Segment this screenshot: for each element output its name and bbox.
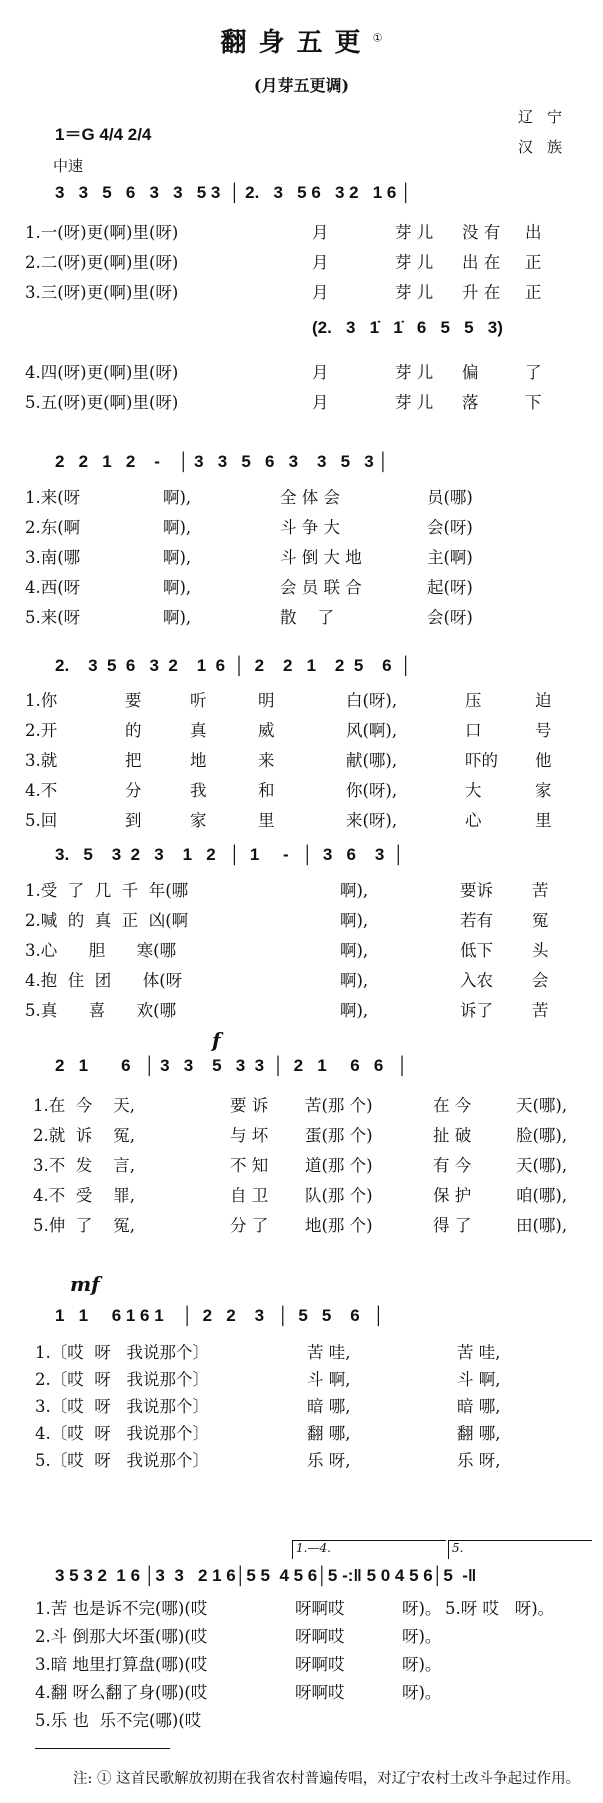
lyric-row [25,513,473,543]
lyric-row [33,1121,567,1151]
notation-line: 2. 3 5 6 3 2 1 6 │ 2 2 1 2 5 6 │ [55,656,412,675]
lyric-segment: 3.暗 地里打算盘(哪)(哎 [35,1655,208,1674]
lyric-segment: 来(呀), [346,811,398,830]
lyric-segment: 队(那 个) [305,1186,373,1205]
lyric-segment: 起(呀) [427,578,473,597]
lyric-segment: 有 今 [433,1156,472,1175]
lyric-row [33,1151,567,1181]
lyric-row [35,1706,445,1736]
lyric-segment: 1.受 了 几 千 年(哪 [25,881,189,900]
lyric-row [25,573,473,603]
notation-line: 3 5 3 2 1 6 │3 3 2 1 6│5 5 4 5 6│5 -:‖ 5 0 4 5 6│5 -‖ [55,1566,477,1585]
lyric-segment: 道(那 个) [305,1156,373,1175]
lyric-segment: 扯 破 [433,1126,472,1145]
lyric-segment: 3.就 [25,751,58,770]
lyric-segment: 听 [190,691,207,710]
lyric-segment: 5.回 [25,811,58,830]
lyric-row [35,1678,445,1708]
lyric-segment: 3.南(哪 [25,548,81,567]
lyric-segment: 苦 哇, [307,1343,351,1362]
song-title: 翻身五更① [220,28,383,58]
lyric-segment: 啊), [163,578,192,597]
lyric-segment: 5.五(呀)更(啊)里(呀) [25,393,179,412]
lyric-segment: 呀啊哎 [295,1599,345,1618]
lyric-row [25,906,549,936]
lyric-segment: 5.来(呀 [25,608,81,627]
lyric-segment: 呀啊哎 [295,1683,345,1702]
lyric-segment: 啊), [163,608,192,627]
lyric-segment: 4.四(呀)更(啊)里(呀) [25,363,179,382]
lyric-segment: 号 [535,721,552,740]
lyric-segment: 明 [258,691,275,710]
lyric-segment: 芽 儿 [395,393,434,412]
lyric-segment: 来 [258,751,275,770]
lyric-segment: 啊), [163,518,192,537]
notation-line: 2 1 6 │ 3 3 5 3 3 │ 2 1 6 6 │ [55,1056,409,1075]
lyric-row [25,746,552,776]
lyric-segment: 田(哪), [516,1216,568,1235]
notation-line: 3. 5 3 2 3 1 2 │ 1 - │ 3 6 3 │ [55,845,405,864]
lyric-row [33,1181,567,1211]
lyric-segment: 在 今 [433,1096,472,1115]
lyric-row [25,218,542,248]
lyric-segment: 4.不 [25,781,58,800]
lyric-segment: 苦(那 个) [305,1096,373,1115]
lyric-segment: 家 [190,811,207,830]
notation-line: 1 1 6 1 6 1 │ 2 2 3 │ 5 5 6 │ [55,1306,385,1325]
lyric-segment: 翻 哪, [457,1424,501,1443]
lyric-segment: 乐 呀, [307,1451,351,1470]
lyric-segment: 4.抱 住 团 体(呀 [25,971,183,990]
key-signature: 1＝G 4/4 2/4 [55,125,152,144]
lyric-segment: 口 [465,721,482,740]
lyric-segment: 啊), [163,548,192,567]
lyric-segment: 落 [462,393,479,412]
lyric-row [25,936,549,966]
lyric-segment: 正 [525,283,542,302]
lyric-segment: 暗 哪, [307,1397,351,1416]
lyric-segment: 5.呀 哎 呀)。 [445,1599,555,1618]
lyric-segment: 会 员 联 合 [280,578,362,597]
lyric-segment: 正 [525,253,542,272]
lyric-segment: 月 [312,253,329,272]
notation-line: 3 3 5 6 3 3 5 3 │ 2. 3 5 6 3 2 1 6 │ [55,183,412,202]
lyric-row [25,483,473,513]
lyric-segment: 3.心 胆 寒(哪 [25,941,177,960]
lyric-row [35,1392,501,1422]
lyric-segment: 迫 [535,691,552,710]
lyric-row [25,996,549,1026]
song-subtitle: (月芽五更调) [253,76,350,95]
lyric-segment: 斗 啊, [307,1370,351,1389]
lyric-segment: 偏 [462,363,479,382]
lyric-segment: 暗 哪, [457,1397,501,1416]
lyric-segment: 呀)。 [402,1683,442,1702]
lyric-row [25,876,549,906]
lyric-segment: 和 [258,781,275,800]
footnote-divider [35,1748,170,1749]
lyric-segment: 低下 [460,941,493,960]
lyric-segment: 我 [190,781,207,800]
lyric-segment: 月 [312,223,329,242]
lyric-segment: 心 [465,811,482,830]
lyric-segment: 月 [312,393,329,412]
lyric-segment: 咱(哪), [516,1186,568,1205]
lyric-segment: 月 [312,283,329,302]
lyric-segment: 的 [125,721,142,740]
lyric-segment: 1.来(呀 [25,488,81,507]
ethnicity-label: 汉族 [518,138,577,156]
lyric-segment: 1.你 [25,691,58,710]
lyric-segment: 2.东(啊 [25,518,81,537]
lyric-segment: 苦 [532,881,549,900]
lyric-segment: 蛋(那 个) [305,1126,373,1145]
lyric-row [35,1338,501,1368]
lyric-segment: 5.真 喜 欢(哪 [25,1001,177,1020]
lyric-segment: 分 了 [230,1216,269,1235]
lyric-segment: 家 [535,781,552,800]
lyric-row [25,686,552,716]
lyric-segment: 呀)。 [402,1627,442,1646]
lyric-segment [402,1706,445,1736]
lyric-segment: 2.开 [25,721,58,740]
lyric-segment: 啊), [340,941,369,960]
lyric-segment: 出 [525,223,542,242]
lyric-segment: 4.〔哎 呀 我说那个〕 [35,1424,209,1443]
lyric-segment: 苦 哇, [457,1343,501,1362]
volta-bracket-2: 5. [448,1540,592,1559]
lyric-segment: 散 了 [280,608,334,627]
lyric-segment: 1.〔哎 呀 我说那个〕 [35,1343,209,1362]
lyric-segment: 压 [465,691,482,710]
lyric-segment: 1.苦 也是诉不完(哪)(哎 [35,1599,208,1618]
lyric-segment: 风(啊), [346,721,398,740]
lyric-segment: 5.伸 了 冤, [33,1216,135,1235]
lyric-segment: 呀啊哎 [295,1627,345,1646]
tempo-marking: 中速 [53,157,84,175]
lyric-row [25,543,473,573]
lyric-row [25,806,552,836]
lyric-segment: 翻 哪, [307,1424,351,1443]
lyric-row [25,716,552,746]
lyric-segment: 白(呀), [346,691,398,710]
lyric-segment: 芽 儿 [395,223,434,242]
notation-line: 2 2 1 2 - │ 3 3 5 6 3 3 5 3 │ [55,452,390,471]
lyric-segment: 会 [532,971,549,990]
lyric-segment: 里 [535,811,552,830]
lyric-row [25,603,473,633]
lyric-segment: 5.〔哎 呀 我说那个〕 [35,1451,209,1470]
lyric-row [33,1211,567,1241]
lyric-segment [295,1706,402,1736]
lyric-segment: 把 [125,751,142,770]
lyric-segment: 苦 [532,1001,549,1020]
lyric-row [35,1365,501,1395]
lyric-segment: 芽 儿 [395,283,434,302]
lyric-segment: 啊), [340,1001,369,1020]
lyric-segment: 斗 争 大 [280,518,340,537]
lyric-segment: 分 [125,781,142,800]
lyric-row [25,278,542,308]
lyric-segment: 要 [125,691,142,710]
lyric-segment: 4.西(呀 [25,578,81,597]
lyric-segment: 他 [535,751,552,770]
lyric-segment: 脸(哪), [516,1126,568,1145]
lyric-segment: 4.翻 呀么翻了身(哪)(哎 [35,1683,208,1702]
lyric-segment: 3.〔哎 呀 我说那个〕 [35,1397,209,1416]
lyric-segment: 威 [258,721,275,740]
lyric-segment: 2.二(呀)更(啊)里(呀) [25,253,179,272]
lyric-segment: 主(啊) [427,548,473,567]
region-label: 辽宁 [518,108,577,126]
lyric-row [25,966,549,996]
lyric-segment: 不 知 [230,1156,269,1175]
lyric-segment: 诉了 [460,1001,493,1020]
lyric-segment: 2.斗 倒那大坏蛋(哪)(哎 [35,1627,208,1646]
lyric-segment: 里 [258,811,275,830]
lyric-segment: 自 卫 [230,1186,269,1205]
lyric-row [35,1650,445,1680]
lyric-segment: 到 [125,811,142,830]
lyric-segment: 2.喊 的 真 正 凶(啊 [25,911,189,930]
dynamic-marking: f [212,1028,221,1052]
lyric-segment: 得 了 [433,1216,472,1235]
lyric-segment: 啊), [340,911,369,930]
lyric-segment: 地 [190,751,207,770]
lyric-segment: 斗 倒 大 地 [280,548,362,567]
lyric-segment: 啊), [340,971,369,990]
lyric-segment: 冤 [532,911,549,930]
lyric-row [25,248,542,278]
interlude-notation: (2. 3 1̇ 1̇ 6 5 5 3) [312,318,503,337]
lyric-segment: 呀啊哎 [295,1655,345,1674]
lyric-segment: 呀)。 [402,1655,442,1674]
lyric-segment: 入农 [460,971,493,990]
lyric-segment: 了 [525,363,542,382]
lyric-segment: 全 体 会 [280,488,340,507]
lyric-segment: 会(呀) [427,608,473,627]
lyric-segment: 天(哪), [516,1156,568,1175]
lyric-segment: 1.在 今 天, [33,1096,135,1115]
lyric-segment: 没 有 [462,223,501,242]
lyric-segment: 斗 啊, [457,1370,501,1389]
lyric-segment: 4.不 受 罪, [33,1186,135,1205]
lyric-segment: 芽 儿 [395,363,434,382]
volta-bracket-1: 1.—4. [292,1540,446,1559]
lyric-row [25,358,542,388]
lyric-segment: 啊), [163,488,192,507]
lyric-segment: 芽 儿 [395,253,434,272]
lyric-segment: 乐 呀, [457,1451,501,1470]
lyric-segment: 5.乐 也 乐不完(哪)(哎 [35,1711,202,1730]
lyric-segment: 保 护 [433,1186,472,1205]
lyric-segment: 大 [465,781,482,800]
lyric-segment: 员(哪) [427,488,473,507]
lyric-segment: 2.〔哎 呀 我说那个〕 [35,1370,209,1389]
lyric-segment: 要 诉 [230,1096,269,1115]
lyric-segment: 要诉 [460,881,493,900]
lyric-segment: 3.不 发 言, [33,1156,135,1175]
lyric-segment: 你(呀), [346,781,398,800]
lyric-row [25,388,542,418]
footnote-mark: ① [372,31,383,45]
dynamic-marking: mf [70,1272,100,1296]
lyric-segment: 月 [312,363,329,382]
lyric-segment: 地(那 个) [305,1216,373,1235]
lyric-segment: 真 [190,721,207,740]
lyric-segment: 下 [525,393,542,412]
lyric-segment: 3.三(呀)更(啊)里(呀) [25,283,179,302]
lyric-segment: 若有 [460,911,493,930]
lyric-row [25,776,552,806]
lyric-segment: 出 在 [462,253,501,272]
lyric-segment: 会(呀) [427,518,473,537]
lyric-segment: 呀)。 [402,1599,442,1618]
lyric-segment: 升 在 [462,283,501,302]
lyric-segment: 1.一(呀)更(啊)里(呀) [25,223,179,242]
lyric-segment: 啊), [340,881,369,900]
lyric-segment: 吓的 [465,751,498,770]
footnote-text: 注: ① 这首民歌解放初期在我省农村普遍传唱，对辽宁农村土改斗争起过作用。 [73,1771,581,1787]
lyric-row [35,1446,501,1476]
lyric-segment: 天(哪), [516,1096,568,1115]
lyric-segment: 2.就 诉 冤, [33,1126,135,1145]
lyric-row [35,1594,554,1624]
lyric-row [35,1622,445,1652]
lyric-segment: 头 [532,941,549,960]
lyric-segment: 与 坏 [230,1126,269,1145]
lyric-row [33,1091,567,1121]
lyric-segment: 献(哪), [346,751,398,770]
lyric-row [35,1419,501,1449]
